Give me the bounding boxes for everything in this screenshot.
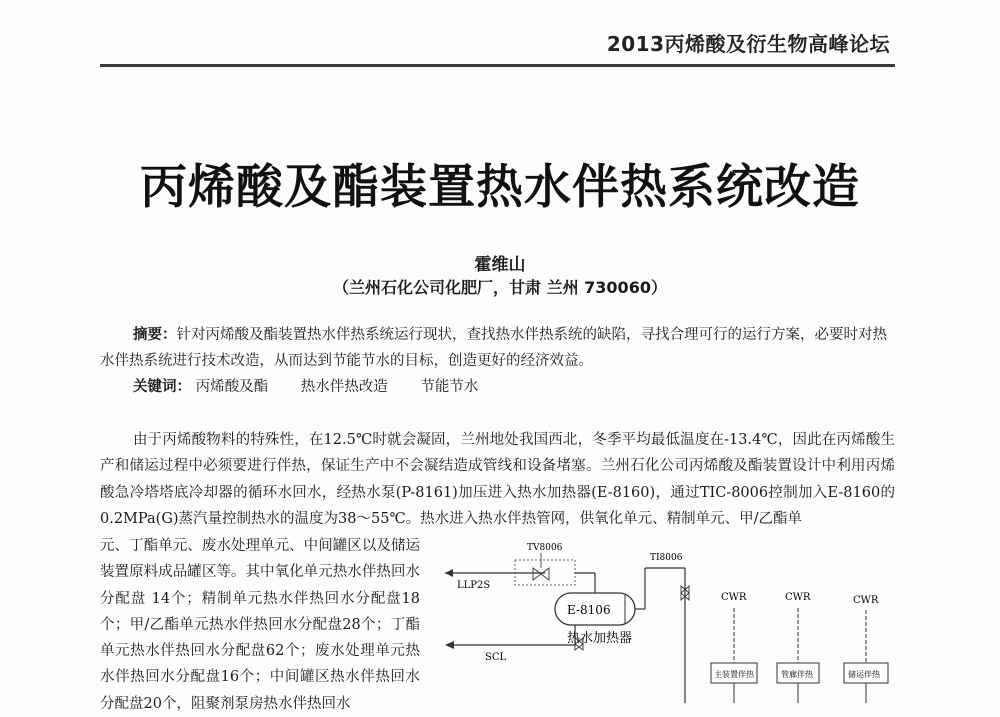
tracing-box-label: 管廊伴热 (781, 670, 813, 679)
keyword-item: 节能节水 (420, 379, 479, 395)
control-valve-icon (533, 568, 549, 580)
body-column-text: 元、丁酯单元、废水处理单元、中间罐区以及储运装置原料成品罐区等。其中氧化单元热水伴热回水分配盘 14个；精制单元热水伴热回水分配盘18个；甲/乙酯单元热水伴热回水分配盘28个；丁酯单元热水伴热回水分配盘62个；废水处理单元热水伴热回水分配盘16个；中间罐区热水伴热回水分配盘20个，阻聚剂泵房热水伴热回水 (100, 538, 420, 712)
journal-header: 2013丙烯酸及衍生物高峰论坛 (606, 32, 890, 56)
steam-inlet-label: LLP2S (457, 580, 491, 591)
abstract-text: 针对丙烯酸及酯装置热水伴热系统运行现状，查找热水伴热系统的缺陷，寻找合理可行的运行方案，必要时对热水伴热系统进行技术改造，从而达到节能节水的目标，创造更好的经济效益。 (100, 327, 887, 369)
keywords-label: 关键词： (133, 379, 191, 395)
cwr-label: CWR (721, 592, 747, 603)
author: 霍维山 (474, 255, 526, 275)
temp-tag: TI8006 (650, 553, 683, 563)
affiliation: （兰州石化公司化肥厂，甘肃 兰州 730060） (333, 278, 667, 297)
cwr-label: CWR (853, 595, 879, 606)
body-paragraph: 由于丙烯酸物料的特殊性，在12.5℃时就会凝固，兰州地处我国西北，冬季平均最低温度在-13.4℃，因此在丙烯酸生产和储运过程中必须要进行伴热，保证生产中不会凝结造成管线和设备堵塞。兰州石化公司丙烯酸及酯装置设计中利用丙烯酸急冷塔塔底冷却器的循环水回水，经热水泵(P-8161)加压进入热水加热器(E-8160)，通过TIC-8006控制加入E-8160的0.2MPa(G)蒸汽量控制热水的温度为38～55℃。热水进入热水伴热管网，供氧化单元、精制单元、甲/乙酯单 (100, 432, 895, 527)
hot-water-heater-diagram (445, 538, 900, 703)
valve-tag: TV8006 (527, 543, 563, 553)
steam-inlet-arrow (445, 569, 453, 577)
cwr-label: CWR (785, 592, 811, 603)
exchanger-name: 热水加热器 (567, 631, 633, 646)
condensate-label: SCL (485, 652, 507, 663)
keyword-item: 丙烯酸及酯 (195, 379, 269, 395)
abstract-label: 摘要： (133, 327, 177, 343)
tracing-box-label: 主装置伴热 (714, 670, 754, 679)
paper-title: 丙烯酸及酯装置热水伴热系统改造 (140, 160, 860, 215)
keywords (133, 374, 893, 400)
header-divider (100, 64, 895, 67)
exchanger-tag: E-8106 (567, 603, 611, 617)
condensate-arrow (445, 641, 454, 649)
abstract (100, 322, 895, 374)
keyword-item: 热水伴热改造 (300, 379, 388, 395)
tracing-box-label: 储运伴热 (848, 670, 880, 679)
